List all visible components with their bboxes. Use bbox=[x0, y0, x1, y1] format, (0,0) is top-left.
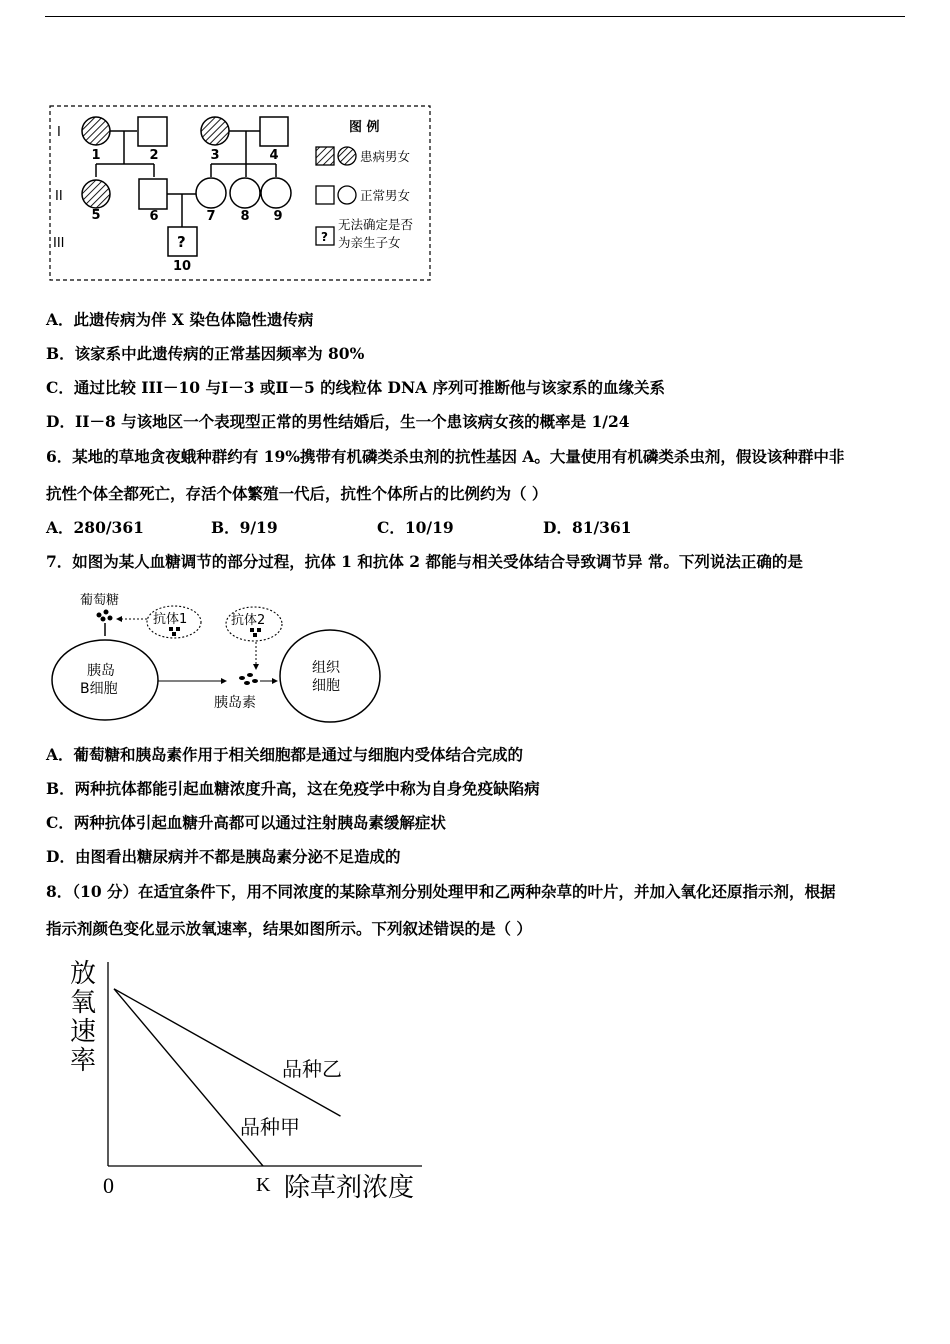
individual-6-normal-male bbox=[139, 179, 167, 209]
insulin-label: 胰岛素 bbox=[214, 695, 256, 711]
individual-4-normal-male bbox=[260, 117, 288, 146]
individual-number-8: 8 bbox=[240, 209, 250, 224]
tissue-cell-label-line1: 组织 bbox=[312, 660, 340, 676]
q6-option-d: D．81/361 bbox=[543, 518, 632, 537]
antibody2-label: 抗体2 bbox=[231, 613, 266, 628]
q8-stem-line1: 8．（10 分）在适宜条件下，用不同浓度的某除草剂分别处理甲和乙两种杂草的叶片，并加入氧化还原指示剂，根据 bbox=[46, 882, 836, 901]
individual-number-6: 6 bbox=[149, 209, 159, 224]
header-rule bbox=[45, 16, 905, 17]
individual-8-normal-female bbox=[230, 178, 260, 208]
islet-b-cell bbox=[52, 640, 158, 720]
legend-normal-label: 正常男女 bbox=[360, 188, 411, 203]
individual-number-4: 4 bbox=[269, 148, 279, 163]
individual-7-normal-female bbox=[196, 178, 226, 208]
q6-stem-line2: 抗性个体全都死亡，存活个体繁殖一代后，抗性个体所占的比例约为（ ） bbox=[46, 484, 548, 503]
individual-9-normal-female bbox=[261, 178, 291, 208]
series-line-pinzhong-jia bbox=[114, 989, 263, 1166]
individual-5-affected-female bbox=[82, 180, 110, 208]
glucose-label: 葡萄糖 bbox=[80, 593, 120, 608]
legend-title: 图 例 bbox=[349, 120, 380, 135]
q6-option-a: A．280/361 bbox=[46, 518, 144, 537]
antibody1-marks bbox=[169, 627, 180, 636]
series-label-pinzhong-yi: 品种乙 bbox=[282, 1057, 342, 1081]
tissue-cell bbox=[280, 630, 380, 722]
q7-option-b: B．两种抗体都能引起血糖浓度升高，这在免疫学中称为自身免疫缺陷病 bbox=[46, 779, 540, 798]
series-line-pinzhong-yi bbox=[114, 989, 341, 1116]
q6-option-b: B．9/19 bbox=[211, 518, 278, 537]
x-axis-label: 除草剂浓度 bbox=[284, 1173, 415, 1203]
individual-number-7: 7 bbox=[206, 209, 216, 224]
q7-option-d: D．由图看出糖尿病并不都是胰岛素分泌不足造成的 bbox=[46, 847, 401, 866]
x-tick-label-k: K bbox=[256, 1174, 271, 1196]
individual-number-10: 10 bbox=[172, 259, 192, 274]
individual-number-9: 9 bbox=[273, 209, 283, 224]
series-label-pinzhong-jia: 品种甲 bbox=[240, 1115, 300, 1139]
tissue-cell-label-line2: 细胞 bbox=[312, 678, 340, 694]
individual-1-affected-female bbox=[82, 117, 110, 145]
q5-option-a: A．此遗传病为伴 X 染色体隐性遗传病 bbox=[46, 310, 314, 329]
individual-10-question-mark: ? bbox=[177, 233, 186, 251]
q5-option-d: D．II－8 与该地区一个表现型正常的男性结婚后，生一个患该病女孩的概率是 1/24 bbox=[46, 412, 630, 431]
individual-2-normal-male bbox=[138, 117, 167, 146]
q7-option-c: C．两种抗体引起血糖升高都可以通过注射胰岛素缓解症状 bbox=[46, 813, 446, 832]
q7-option-a: A．葡萄糖和胰岛素作用于相关细胞都是通过与细胞内受体结合完成的 bbox=[46, 745, 524, 764]
islet-b-cell-label-line1: 胰岛 bbox=[87, 663, 115, 679]
legend-normal-female-swatch bbox=[338, 186, 356, 204]
islet-b-cell-label-line2: B细胞 bbox=[80, 681, 118, 697]
q7-stem: 7．如图为某人血糖调节的部分过程，抗体 1 和抗体 2 都能与相关受体结合导致调节异 常。下列说法正确的是 bbox=[46, 552, 803, 571]
glucose-molecules bbox=[97, 610, 113, 622]
legend-normal-male-swatch bbox=[316, 186, 334, 204]
q6-stem-line1: 6．某地的草地贪夜蛾种群约有 19%携带有机磷类杀虫剂的抗性基因 A。大量使用有机磷类杀虫剂，假设该种群中非 bbox=[46, 447, 845, 466]
gen-label-III: III bbox=[53, 236, 65, 251]
individual-number-2: 2 bbox=[149, 148, 159, 163]
legend-unknown-label-line1: 无法确定是否 bbox=[338, 217, 414, 232]
individual-3-affected-female bbox=[201, 117, 229, 145]
legend-unknown-mark: ? bbox=[321, 230, 328, 244]
origin-label: 0 bbox=[103, 1173, 114, 1198]
legend-affected-label: 患病男女 bbox=[360, 149, 411, 164]
individual-number-3: 3 bbox=[210, 148, 220, 163]
legend-affected-male-swatch bbox=[316, 147, 334, 165]
q6-option-c: C．10/19 bbox=[377, 518, 454, 537]
gen-label-II: II bbox=[55, 189, 63, 204]
antibody1-label: 抗体1 bbox=[153, 612, 188, 627]
y-axis-label-char: 速 bbox=[70, 1017, 97, 1047]
blood-glucose-figure bbox=[46, 586, 386, 728]
legend-affected-female-swatch bbox=[338, 147, 356, 165]
q5-option-c: C．通过比较 III－10 与Ⅰ－3 或Ⅱ－5 的线粒体 DNA 序列可推断他与该家系的血缘关系 bbox=[46, 378, 666, 397]
insulin-molecules bbox=[239, 673, 258, 685]
pedigree-figure bbox=[46, 102, 434, 284]
q8-stem-line2: 指示剂颜色变化显示放氧速率，结果如图所示。下列叙述错误的是（ ） bbox=[46, 919, 532, 938]
oxygen-release-chart bbox=[60, 950, 440, 1210]
individual-number-5: 5 bbox=[91, 208, 101, 223]
y-axis-label-char: 氧 bbox=[70, 988, 97, 1018]
gen-label-I: I bbox=[57, 125, 61, 140]
legend-unknown-label-line2: 为亲生子女 bbox=[338, 235, 401, 250]
y-axis-label-char: 率 bbox=[70, 1046, 97, 1076]
antibody2-marks bbox=[250, 628, 261, 637]
q5-option-b: B．该家系中此遗传病的正常基因频率为 80% bbox=[46, 344, 365, 363]
individual-number-1: 1 bbox=[91, 148, 101, 163]
y-axis-label bbox=[70, 959, 96, 1076]
y-axis-label-char: 放 bbox=[70, 959, 97, 989]
